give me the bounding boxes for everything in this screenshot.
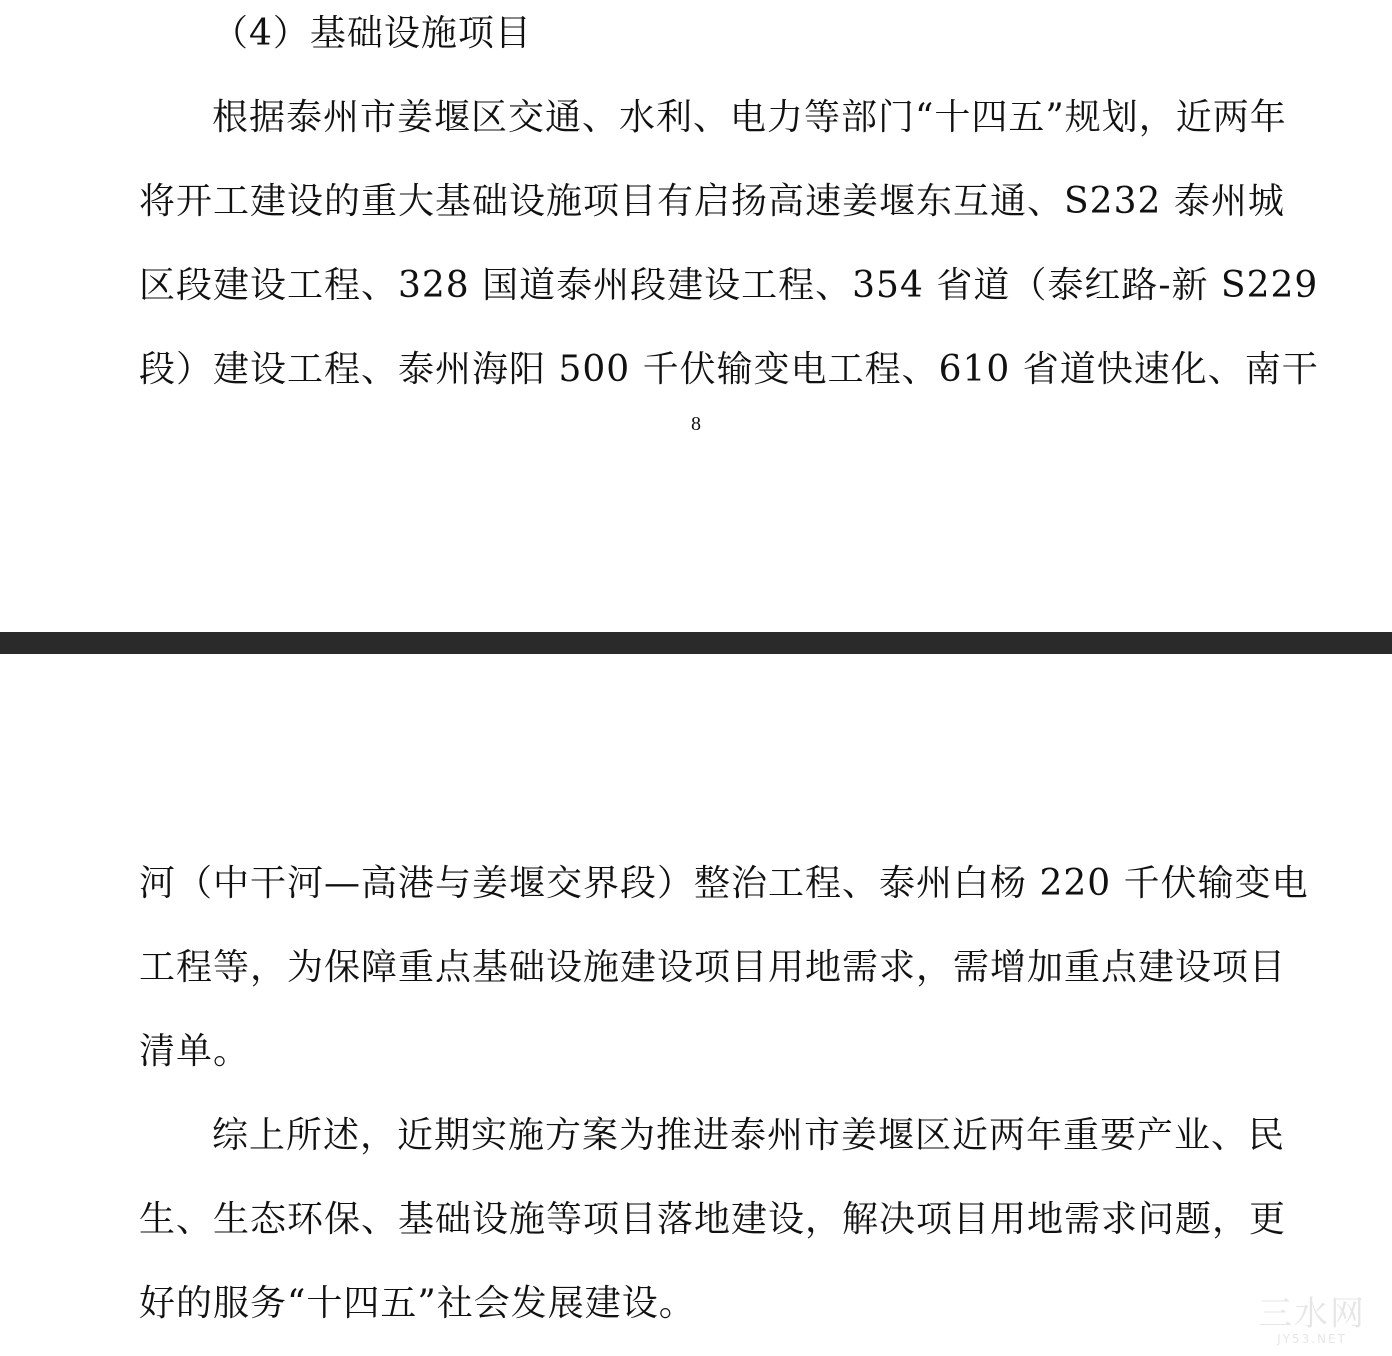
paragraph-line: 生、生态环保、基础设施等项目落地建设，解决项目用地需求问题，更 xyxy=(139,1199,1287,1240)
page-separator xyxy=(0,632,1392,654)
watermark-site: JY53.NET xyxy=(1277,1332,1347,1346)
paragraph-line: 根据泰州市姜堰区交通、水利、电力等部门“十四五”规划，近两年 xyxy=(212,97,1287,138)
page-number: 8 xyxy=(691,413,701,435)
watermark-name: 三水网 xyxy=(1258,1294,1366,1334)
paragraph-line: 将开工建设的重大基础设施项目有启扬高速姜堰东互通、S232 泰州城 xyxy=(139,181,1285,222)
paragraph-line: 清单。 xyxy=(139,1031,251,1072)
paragraph-line: 段）建设工程、泰州海阳 500 千伏输变电工程、610 省道快速化、南干 xyxy=(139,349,1319,390)
paragraph-line: 区段建设工程、328 国道泰州段建设工程、354 省道（泰红路-新 S229 xyxy=(139,265,1319,306)
document-page-bottom xyxy=(0,654,1392,1356)
paragraph-line: 好的服务“十四五”社会发展建设。 xyxy=(139,1283,696,1324)
watermark-logo xyxy=(1258,1296,1366,1346)
paragraph-line: 综上所述，近期实施方案为推进泰州市姜堰区近两年重要产业、民 xyxy=(212,1115,1286,1156)
document-page-top xyxy=(0,0,1392,632)
section-heading: （4）基础设施项目 xyxy=(212,13,532,54)
paragraph-line: 工程等，为保障重点基础设施建设项目用地需求，需增加重点建设项目 xyxy=(139,947,1287,988)
paragraph-line: 河（中干河—高港与姜堰交界段）整治工程、泰州白杨 220 千伏输变电 xyxy=(139,863,1309,904)
